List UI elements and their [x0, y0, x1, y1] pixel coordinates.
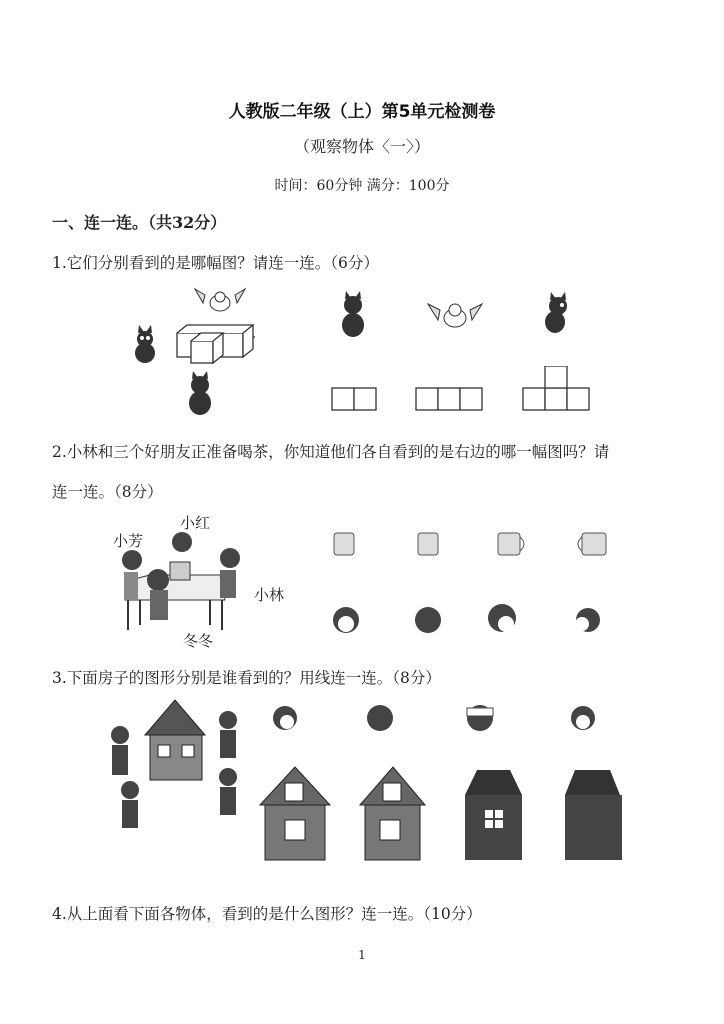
name-label-xiaolin: 小林: [254, 586, 285, 604]
q1-view-options: [330, 366, 600, 414]
teapot-view-4: [578, 533, 606, 555]
bird-icon: [195, 289, 245, 311]
child-view-4: [571, 706, 595, 730]
section-heading: 一、连一连。（共32分）: [52, 213, 227, 232]
time-and-score: 时间：60分钟 满分：100分: [274, 178, 450, 194]
house-view-4: [565, 770, 622, 860]
child-head-back: [415, 607, 441, 633]
view-two-squares: [332, 388, 376, 410]
teapot-view-2: [418, 533, 438, 555]
child-face-front: [333, 607, 359, 633]
teapot-view-3: [498, 533, 524, 555]
house-view-2: [360, 767, 425, 860]
page-title: 人教版二年级（上）第5单元检测卷: [228, 102, 496, 122]
q2-child-views: [330, 600, 620, 642]
cat-icon: [189, 371, 211, 415]
q3-house-views: [255, 765, 625, 865]
page-subtitle: （观察物体〈一〉）: [293, 137, 430, 156]
teapot-view-1: [334, 533, 354, 555]
bird-icon: [428, 304, 482, 327]
cube-stack-icon: [177, 325, 255, 363]
name-label-xiaohong: 小红: [180, 514, 211, 532]
child-face-side: [575, 608, 600, 632]
view-t-shape: [523, 366, 589, 410]
view-three-squares: [416, 388, 482, 410]
question-2-text-line1: 2.小林和三个好朋友正准备喝茶，你知道他们各自看到的是右边的哪一幅图吗？请: [52, 443, 610, 461]
name-label-xiaofang: 小芳: [113, 532, 144, 550]
q3-child-options: [265, 700, 615, 744]
child-face-hands: [488, 604, 516, 632]
question-3-text: 3.下面房子的图形分别是谁看到的？用线连一连。（8分）: [52, 669, 441, 687]
page-number: 1: [358, 948, 366, 962]
child-view-1: [273, 706, 297, 730]
child-view-3: [467, 705, 493, 731]
q1-cat-options: [330, 290, 590, 340]
house-view-3: [465, 770, 522, 860]
cat-icon: [135, 325, 155, 363]
name-label-dongdong: 冬冬: [183, 632, 214, 650]
cat-back-icon: [342, 291, 364, 337]
house-view-1: [260, 767, 330, 860]
child-view-2: [367, 705, 393, 731]
question-4-text: 4.从上面看下面各物体，看到的是什么图形？连一连。（10分）: [52, 905, 482, 923]
question-2-text-line2: 连一连。（8分）: [52, 483, 163, 501]
question-1-text: 1.它们分别看到的是哪幅图？请连一连。（6分）: [52, 254, 379, 272]
cat-side-icon: [545, 292, 567, 333]
q3-house-scene: [100, 695, 250, 830]
q1-scene-illustration: [125, 285, 255, 420]
q2-teapot-views: [330, 528, 620, 560]
